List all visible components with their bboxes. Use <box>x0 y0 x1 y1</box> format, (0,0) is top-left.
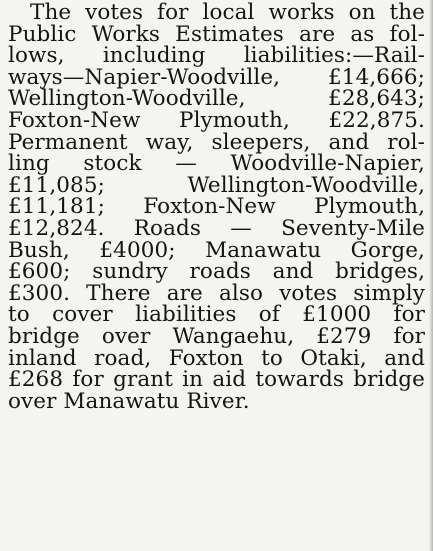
article-line-5: Wellington-Woodville, £28,643; <box>8 86 425 112</box>
article-line-9: £11,085; Wellington-Woodville, <box>8 172 425 198</box>
article-line-16: bridge over Wangaehu, £279 for <box>8 323 425 349</box>
article-line-3: lows, including liabilities:—Rail- <box>8 43 425 69</box>
article-line-19: over Manawatu River. <box>8 388 250 414</box>
article-line-15: to cover liabilities of £1000 for <box>8 302 425 328</box>
article-line-14: £300. There are also votes simply <box>8 280 425 306</box>
article-line-8: ling stock — Woodville-Napier, <box>8 151 425 177</box>
article-text <box>8 2 427 412</box>
article-line-18: £268 for grant in aid towards bridge <box>8 367 425 393</box>
article-line-12: Bush, £4000; Manawatu Gorge, <box>8 237 425 263</box>
article-line-13: £600; sundry roads and bridges, <box>8 259 425 285</box>
article-line-1: The votes for local works on the <box>30 0 425 25</box>
article-line-2: Public Works Estimates are as fol- <box>8 21 425 47</box>
page-edge-shadow <box>429 0 433 551</box>
article-line-10: £11,181; Foxton-New Plymouth, <box>8 194 425 220</box>
article-line-7: Permanent way, sleepers, and rol- <box>8 129 425 155</box>
article-line-6: Foxton-New Plymouth, £22,875. <box>8 107 425 133</box>
article-line-17: inland road, Foxton to Otaki, and <box>8 345 425 371</box>
article-line-4: ways—Napier-Woodville, £14,666; <box>8 64 425 90</box>
article-line-11: £12,824. Roads — Seventy-Mile <box>8 215 425 241</box>
